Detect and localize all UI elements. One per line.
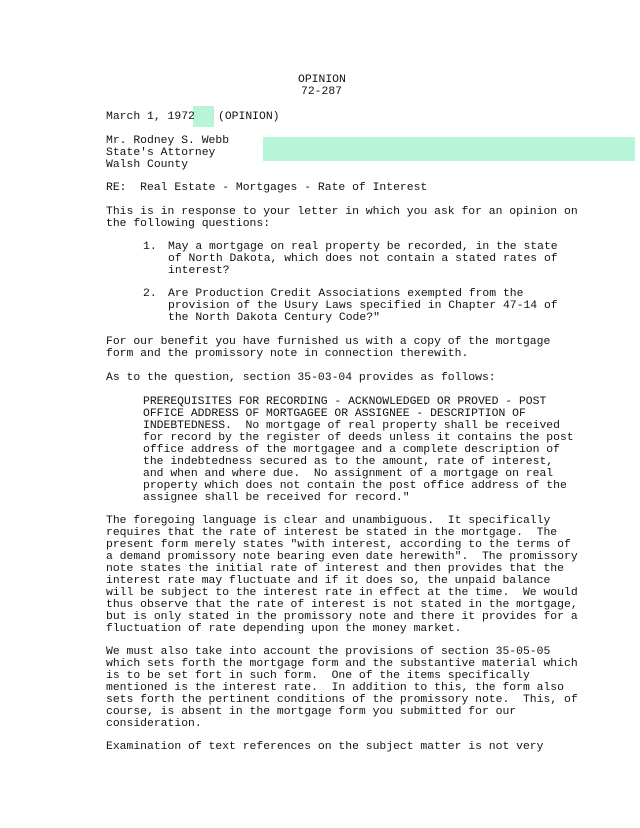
- paragraph-line: mentioned is the interest rate. In addition to this, the form also: [106, 682, 564, 694]
- highlight-mark-date: [193, 106, 214, 127]
- quote-line: assignee shall be received for record.": [143, 492, 410, 504]
- paragraph-line: We must also take into account the provisions of section 35-05-05: [106, 646, 551, 658]
- quote-line: the indebtedness secured as to the amount, rate of interest,: [143, 456, 554, 468]
- question-line: the North Dakota Century Code?": [168, 312, 380, 324]
- quote-line: INDEBTEDNESS. No mortgage of real property shall be received: [143, 420, 560, 432]
- question-line: Are Production Credit Associations exempted from the: [168, 288, 524, 300]
- quote-line: OFFICE ADDRESS OF MORTGAGEE OR ASSIGNEE - DESCRIPTION OF: [143, 408, 526, 420]
- paragraph-line: course, is absent in the mortgage form you submitted for our: [106, 706, 517, 718]
- paragraph-line: requires that the rate of interest be stated in the mortgage. The: [106, 527, 558, 539]
- opinion-label: (OPINION): [218, 111, 280, 123]
- paragraph-line: consideration.: [106, 718, 202, 730]
- paragraph-line: is to be set fort in such form. One of the items specifically: [106, 670, 530, 682]
- paragraph-line: This is in response to your letter in which you ask for an opinion on: [106, 206, 578, 218]
- recipient-title: State's Attorney: [106, 147, 216, 159]
- quote-line: office address of the mortgagee and a complete description of: [143, 444, 560, 456]
- paragraph-line: interest rate may fluctuate and if it does so, the unpaid balance: [106, 575, 551, 587]
- paragraph-line: The foregoing language is clear and unambiguous. It specifically: [106, 515, 551, 527]
- question-number: 1.: [143, 241, 157, 253]
- paragraph-line: thus observe that the rate of interest is not stated in the mortgage,: [106, 599, 578, 611]
- question-line: of North Dakota, which does not contain a stated rates of: [168, 253, 558, 265]
- doc-title: OPINION: [298, 74, 346, 86]
- question-line: interest?: [168, 265, 230, 277]
- paragraph-line: but is only stated in the promissory note and there it provides for a: [106, 611, 578, 623]
- quote-line: and when and where due. No assignment of a mortgage on real: [143, 468, 554, 480]
- paragraph-line: form and the promissory note in connection therewith.: [106, 348, 469, 360]
- paragraph-line: a demand promissory note bearing even date herewith". The promissory: [106, 551, 578, 563]
- quote-line: PREREQUISITES FOR RECORDING - ACKNOWLEDGED OR PROVED - POST: [143, 396, 547, 408]
- recipient-name: Mr. Rodney S. Webb: [106, 135, 230, 147]
- paragraph-line: note states the initial rate of interest and then provides that the: [106, 563, 564, 575]
- doc-number: 72-287: [301, 86, 343, 98]
- highlight-mark-recipient: [263, 137, 635, 161]
- question-number: 2.: [143, 288, 157, 300]
- question-line: provision of the Usury Laws specified in Chapter 47-14 of: [168, 300, 558, 312]
- examination-paragraph: Examination of text references on the subject matter is not very: [106, 741, 544, 753]
- question-line: May a mortgage on real property be recorded, in the state: [168, 241, 558, 253]
- paragraph-line: which sets forth the mortgage form and the substantive material which: [106, 658, 578, 670]
- paragraph-line: fluctuation of rate depending upon the money market.: [106, 623, 462, 635]
- paragraph-line: the following questions:: [106, 218, 271, 230]
- quote-line: property which does not contain the post office address of the: [143, 480, 567, 492]
- quote-line: for record by the register of deeds unless it contains the post: [143, 432, 574, 444]
- paragraph-line: present form merely states "with interest, according to the terms of: [106, 539, 571, 551]
- recipient-county: Walsh County: [106, 159, 189, 171]
- paragraph-line: will be subject to the interest rate in effect at the time. We would: [106, 587, 578, 599]
- subject-line: RE: Real Estate - Mortgages - Rate of Interest: [106, 182, 428, 194]
- section-intro-line: As to the question, section 35-03-04 provides as follows:: [106, 372, 496, 384]
- date: March 1, 1972: [106, 111, 195, 123]
- paragraph-line: sets forth the pertinent conditions of the promissory note. This, of: [106, 694, 578, 706]
- paragraph-line: For our benefit you have furnished us with a copy of the mortgage: [106, 336, 551, 348]
